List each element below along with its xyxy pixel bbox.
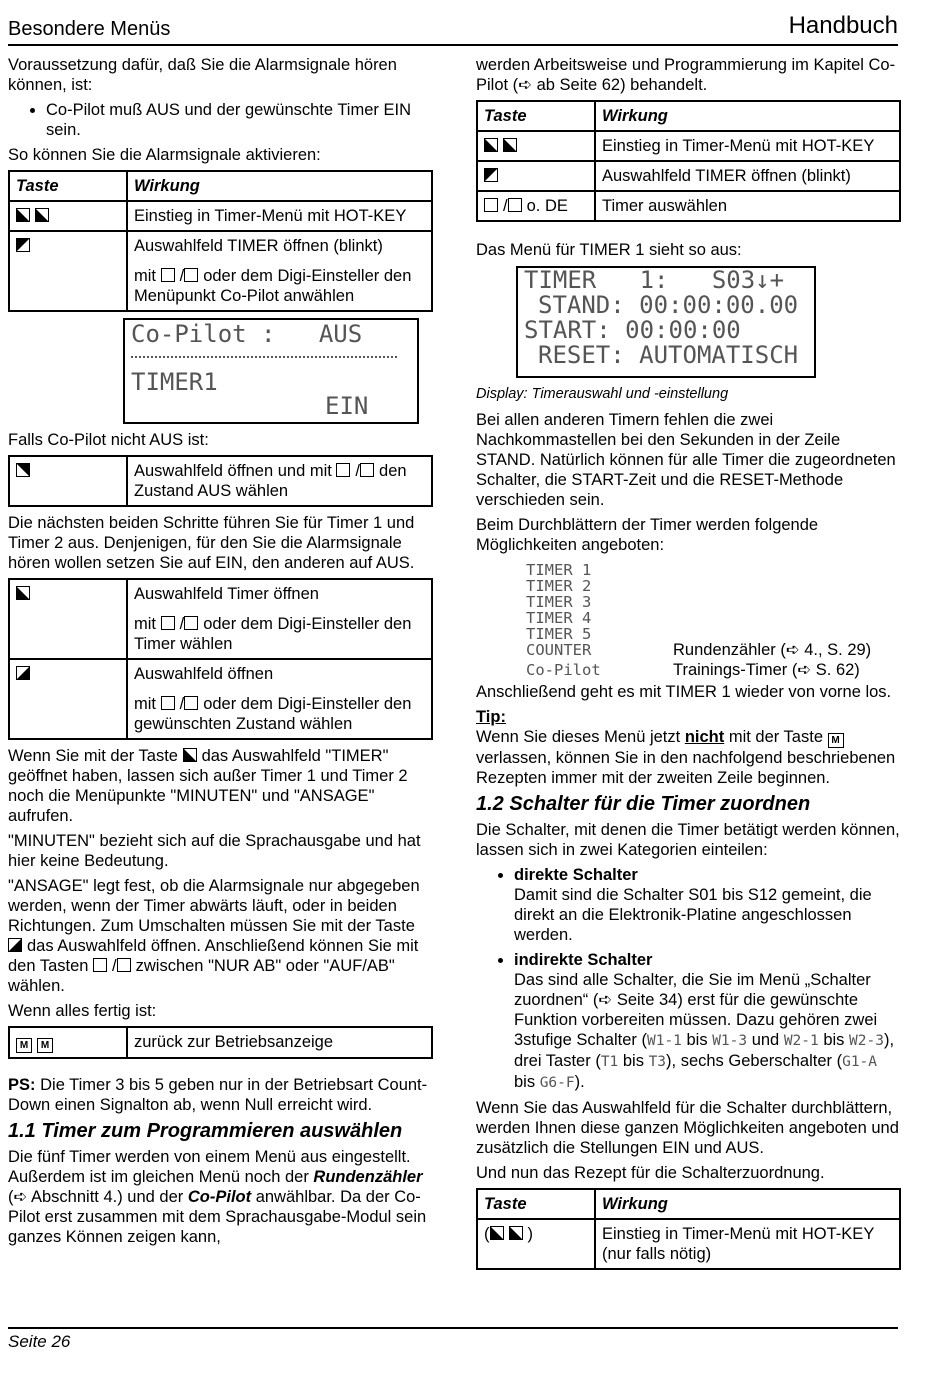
key-cell	[9, 659, 127, 739]
option: TIMER 1	[526, 561, 592, 579]
effect-text: Auswahlfeld TIMER öffnen (blinkt)	[134, 237, 383, 255]
text: bis	[622, 1052, 644, 1070]
effect-cell: Einstieg in Timer-Menü mit HOT-KEY (nur falls nötig)	[595, 1219, 900, 1269]
plus-key-icon	[484, 198, 498, 212]
col-header-taste: Taste	[477, 1189, 595, 1219]
ps-label: PS:	[8, 1076, 36, 1094]
key-cell	[9, 201, 127, 231]
text: Seite 34) erst für die gewünschte Funktion vorbereiten müssen. Dazu gehören zwei 3stufige Schalter (	[514, 991, 878, 1049]
text: o. DE	[526, 197, 568, 215]
paragraph: "MINUTEN" bezieht sich auf die Sprachausgabe und hat hier keine Bedeutung.	[8, 832, 421, 870]
option: Co-Pilot	[526, 661, 601, 679]
text: Tip:	[476, 708, 506, 726]
text: bis	[823, 1031, 845, 1049]
lcd-line: STAND: 00:00:00.00	[538, 291, 799, 319]
text: bis	[686, 1031, 708, 1049]
text: Abschnitt 4.) und der	[31, 1188, 184, 1206]
col-header-taste: Taste	[9, 171, 127, 201]
key-up-left-icon	[16, 238, 30, 252]
effect-text: mit / oder dem Digi-Einsteller den Timer wählen	[134, 615, 412, 653]
list-item: • indirekte Schalter Das sind alle Schalter, die Sie im Menü „Schalter zuordnen“ (➪ Seite 34) erst für die gewünschte Funktion vorbereiten müssen. Dazu gehören zwei 3stufige Schalter (W1-1 bis W1-3 und W2-1 bis W2-3), drei Taster (T1 bis T3), sechs Geberschalter (G1-A bis G6-F).	[514, 950, 901, 1093]
option: TIMER 3	[526, 593, 592, 611]
text: W1-1	[646, 1033, 682, 1049]
effect-cell: zurück zur Betriebsanzeige	[127, 1027, 432, 1058]
key-down-left-icon	[35, 208, 49, 222]
text: bis	[514, 1073, 536, 1091]
section-heading: 1.2 Schalter für die Timer zuordnen	[476, 793, 811, 815]
tip-label	[476, 707, 901, 727]
key-table	[8, 170, 433, 312]
option: COUNTER	[526, 641, 592, 659]
key-table	[8, 455, 433, 507]
key-down-left-icon	[16, 208, 30, 222]
right-column	[476, 55, 901, 1276]
lcd-line: EIN	[325, 392, 369, 420]
text: zwischen "NUR AB" oder "AUF/AB" wählen.	[8, 957, 395, 995]
menu-key-icon: M	[828, 733, 844, 748]
effect-cell: Auswahlfeld öffnen und mit / den Zustand AUS wählen	[127, 456, 432, 506]
key-down-left-icon	[16, 586, 30, 600]
col-header-wirkung: Wirkung	[127, 171, 432, 201]
minus-key-icon	[508, 198, 522, 212]
paragraph: Wenn alles fertig ist:	[8, 1002, 157, 1020]
text: Die fünf Timer werden von einem Menü aus eingestellt. Außerdem ist im gleichen Menü noch der	[8, 1148, 411, 1186]
text: ab Seite 62) behandelt.	[536, 76, 708, 94]
text: ).	[574, 1073, 585, 1091]
text: oder dem Digi-Einsteller den Menüpunkt Co-Pilot anwählen	[134, 267, 412, 305]
header-right: Handbuch	[788, 12, 898, 39]
lcd-line: TIMER 1: S03↓+	[524, 266, 785, 294]
text: Rundenzähler	[313, 1168, 423, 1186]
key-down-left-icon	[484, 138, 498, 152]
text-mit: mit	[134, 615, 156, 633]
paragraph: "ANSAGE" legt fest, ob die Alarmsignale nur abgegeben werden, wenn der Timer abwärts läuft, oder in beiden Richtungen. Zum Umschalten müssen Sie mit der Taste das Auswahlfeld öffnen. Anschließend können Sie mit den Tasten / zwischen "NUR AB" oder "AUF/AB" wählen.	[8, 877, 420, 995]
key-cell	[9, 231, 127, 311]
text-mit: mit	[134, 267, 156, 285]
text: Damit sind die Schalter S01 bis S12 gemeint, die direkt an die Elektronik-Platine angeschlossen werden.	[514, 886, 872, 944]
plus-key-icon	[161, 268, 175, 282]
paragraph: Falls Co-Pilot nicht AUS ist:	[8, 431, 209, 449]
text: T1	[600, 1054, 619, 1070]
col-header-wirkung: Wirkung	[595, 1189, 900, 1219]
key-cell	[477, 131, 595, 161]
plus-key-icon	[336, 463, 350, 477]
key-up-right-icon	[16, 463, 30, 477]
text: oder dem Digi-Einsteller den gewünschten Zustand wählen	[134, 695, 412, 733]
paragraph	[8, 746, 433, 826]
minus-key-icon	[184, 696, 198, 710]
key-cell	[9, 579, 127, 659]
effect-text: mit / oder dem Digi-Einsteller den gewünschten Zustand wählen	[134, 695, 412, 733]
text: Die Timer 3 bis 5 geben nur in der Betriebsart Count-Down einen Signalton ab, wenn Null erreicht wird.	[8, 1076, 428, 1114]
effect-cell	[127, 579, 432, 659]
bullet-list	[8, 100, 433, 140]
option: TIMER 4	[526, 609, 592, 627]
key-cell: / o. DE	[477, 191, 595, 221]
text-mit: mit	[134, 695, 156, 713]
lcd-divider	[131, 356, 397, 358]
key-down-left-icon	[490, 1226, 504, 1240]
paragraph: So können Sie die Alarmsignale aktivieren:	[8, 146, 321, 164]
option-note: Rundenzähler (➪ 4., S. 29)	[673, 641, 872, 659]
page-header	[8, 12, 898, 46]
effect-cell	[127, 659, 432, 739]
list-item: • Co-Pilot muß AUS und der gewünschte Timer EIN sein.	[46, 100, 433, 140]
effect-text: Auswahlfeld Timer öffnen	[134, 585, 319, 603]
list-item	[514, 865, 901, 945]
text: Auswahlfeld öffnen und mit	[134, 462, 332, 480]
key-down-left-icon	[183, 748, 197, 762]
key-cell	[9, 456, 127, 506]
text: direkte Schalter	[514, 866, 638, 884]
ps-paragraph	[8, 1075, 433, 1115]
header-left: Besondere Menüs	[8, 18, 171, 40]
option-note: Trainings-Timer (➪ S. 62)	[673, 661, 860, 679]
option: TIMER 2	[526, 577, 592, 595]
effect-cell	[127, 231, 432, 311]
option: TIMER 5	[526, 625, 592, 643]
effect-text: mit / oder dem Digi-Einsteller den Menüpunkt Co-Pilot anwählen	[134, 267, 412, 305]
section-heading: 1.1 Timer zum Programmieren auswählen	[8, 1120, 403, 1142]
menu-key-icon: M	[37, 1038, 53, 1053]
timer-options-list	[526, 560, 901, 678]
text: werden Arbeitsweise und Programmierung im Kapitel Co-Pilot (	[476, 56, 896, 94]
minus-key-icon	[184, 268, 198, 282]
paragraph: Die nächsten beiden Schritte führen Sie für Timer 1 und Timer 2 aus. Denjenigen, für den Sie die Alarmsignale hören wollen setzen Sie auf EIN, den anderen auf AUS.	[8, 514, 415, 572]
minus-key-icon	[117, 958, 131, 972]
text: den Zustand AUS wählen	[134, 462, 407, 500]
text: indirekte Schalter	[514, 951, 653, 969]
text: mit der Taste	[728, 728, 823, 746]
text: T3	[648, 1054, 667, 1070]
plus-key-icon	[93, 958, 107, 972]
key-table	[8, 578, 433, 740]
text: W1-3	[712, 1033, 748, 1049]
key-cell	[9, 1027, 127, 1058]
paragraph: Wenn Sie das Auswahlfeld für die Schalter durchblättern, werden Ihnen diese ganzen Möglichkeiten angeboten und zusätzlich die Stellungen EIN und AUS.	[476, 1099, 899, 1157]
paragraph: werden Arbeitsweise und Programmierung im Kapitel Co-Pilot (➪ ab Seite 62) behandelt.	[476, 56, 896, 94]
paragraph: Bei allen anderen Timern fehlen die zwei Nachkommastellen bei den Sekunden in der Zeile STAND. Natürlich können für alle Timer die zugeordneten Schalter, die START-Zeit und die RESET-Methode verschieden sein.	[476, 411, 896, 509]
key-cell: ( )	[477, 1219, 595, 1269]
text: nicht	[684, 728, 725, 746]
lcd-line: Co-Pilot : AUS	[131, 320, 363, 348]
paragraph: Und nun das Rezept für die Schalterzuordnung.	[476, 1164, 825, 1182]
lcd-display-copilot	[123, 318, 419, 424]
left-column	[8, 55, 433, 1252]
key-table	[476, 1188, 901, 1270]
text: Das sind alle Schalter, die Sie im Menü „Schalter zuordnen“ (	[514, 971, 871, 1009]
key-table	[476, 100, 901, 222]
paragraph: Die fünf Timer werden von einem Menü aus eingestellt. Außerdem ist im gleichen Menü noch der Rundenzähler (➪ Abschnitt 4.) und der Co-Pilot anwählbar. Da der Co-Pilot erst zusammen mit dem Sprachausgabe-Modul sein ganzes Können zeigen kann,	[8, 1148, 427, 1246]
text: ), sechs Geberschalter (	[666, 1052, 843, 1070]
text: ), drei Taster (	[514, 1031, 895, 1070]
key-down-right-icon	[16, 666, 30, 680]
text: Co-Pilot	[187, 1188, 252, 1206]
lcd-line: TIMER1	[131, 368, 218, 396]
key-down-left-icon	[503, 138, 517, 152]
paragraph: Die Schalter, mit denen die Timer betätigt werden können, lassen sich in zwei Kategorien einteilen:	[476, 821, 900, 859]
text: das Auswahlfeld "TIMER" geöffnet haben, lassen sich außer Timer 1 und Timer 2 noch die Menüpunkte "MINUTEN" und "ANSAGE" aufrufen.	[8, 747, 408, 825]
text: "ANSAGE" legt fest, ob die Alarmsignale nur abgegeben werden, wenn der Timer abwärts läuft, oder in beiden Richtungen. Zum Umschalten müssen Sie mit der Taste	[8, 877, 420, 935]
text: G1-A	[842, 1054, 878, 1070]
text: Wenn Sie dieses Menü jetzt	[476, 728, 681, 746]
col-header-taste: Taste	[477, 101, 595, 131]
effect-cell: Timer auswählen	[595, 191, 900, 221]
plus-key-icon	[161, 696, 175, 710]
col-header-wirkung: Wirkung	[595, 101, 900, 131]
effect-text: Auswahlfeld öffnen	[134, 665, 274, 683]
bullet-list	[476, 865, 901, 1093]
text: und	[751, 1031, 780, 1049]
menu-key-icon: M	[16, 1038, 32, 1053]
key-down-right-icon	[8, 938, 22, 952]
effect-cell: Einstieg in Timer-Menü mit HOT-KEY	[127, 201, 432, 231]
text: verlassen, können Sie in den nachfolgend beschriebenen Rezepten immer mit der zweiten Zeile beginnen.	[476, 749, 896, 787]
key-down-left-icon	[509, 1226, 523, 1240]
figure-caption: Display: Timerauswahl und -einstellung	[476, 386, 729, 402]
minus-key-icon	[184, 616, 198, 630]
paragraph: Voraussetzung dafür, daß Sie die Alarmsignale hören können, ist:	[8, 56, 397, 94]
page-footer: Seite 26	[8, 1327, 898, 1352]
text: W2-3	[849, 1033, 884, 1049]
key-up-left-icon	[484, 168, 498, 182]
effect-cell: Einstieg in Timer-Menü mit HOT-KEY	[595, 131, 900, 161]
text: Wenn Sie mit der Taste	[8, 747, 178, 765]
lcd-line: RESET: AUTOMATISCH	[538, 341, 799, 369]
minus-key-icon	[360, 463, 374, 477]
lcd-display-timer	[516, 266, 816, 378]
text: W2-1	[783, 1033, 819, 1049]
key-table	[8, 1026, 433, 1059]
paragraph: Beim Durchblättern der Timer werden folgende Möglichkeiten angeboten:	[476, 516, 819, 554]
text: oder dem Digi-Einsteller den Timer wählen	[134, 615, 412, 653]
key-cell	[477, 161, 595, 191]
text: G6-F	[539, 1075, 575, 1091]
lcd-line: START: 00:00:00	[524, 316, 741, 344]
text: das Auswahlfeld öffnen. Anschließend können Sie mit den Tasten	[8, 937, 419, 975]
paragraph: Das Menü für TIMER 1 sieht so aus:	[476, 241, 742, 259]
plus-key-icon	[161, 616, 175, 630]
paragraph: Anschließend geht es mit TIMER 1 wieder von vorne los.	[476, 683, 892, 701]
paragraph	[476, 727, 901, 788]
effect-cell: Auswahlfeld TIMER öffnen (blinkt)	[595, 161, 900, 191]
text: anwählbar. Da der Co-Pilot erst zusammen mit dem Sprachausgabe-Modul sein ganzes Können zeigen kann,	[8, 1188, 427, 1246]
